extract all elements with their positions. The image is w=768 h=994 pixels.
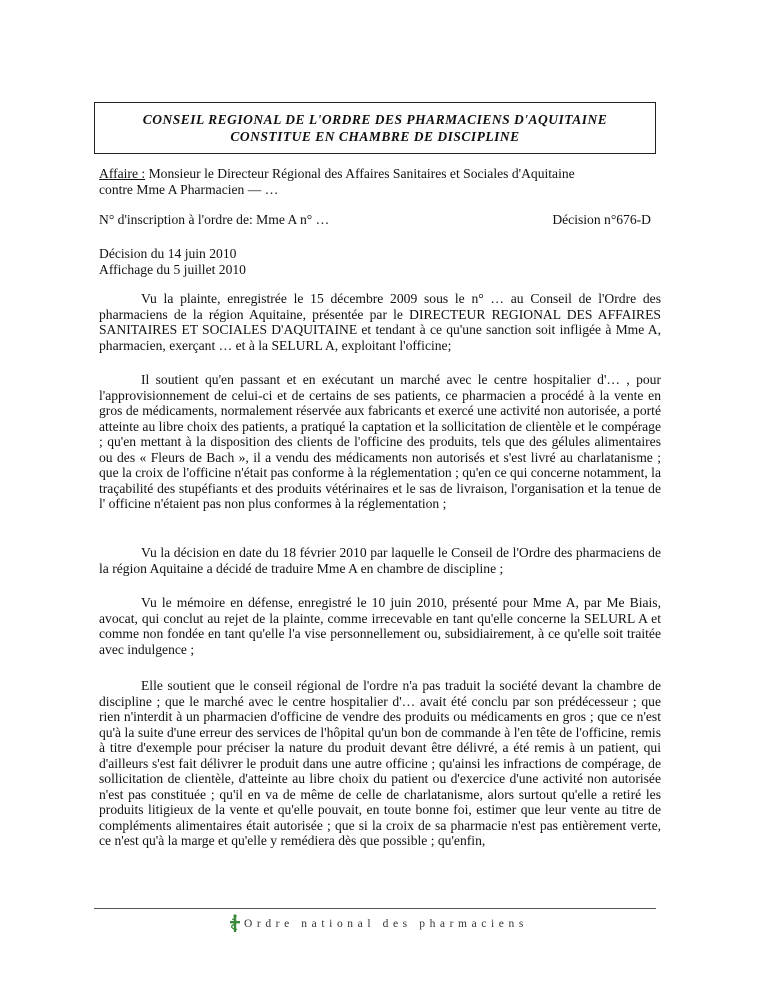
affaire-block <box>99 166 661 197</box>
footer-rule <box>94 908 656 909</box>
affichage-date: Affichage du 5 juillet 2010 <box>99 261 246 277</box>
paragraph-4: Vu le mémoire en défense, enregistré le 10 juin 2010, présenté pour Mme A, par Me Biais, avocat, qui conclut au rejet de la plainte, comme irrecevable en tant qu'elle concerne la SELURL A et comme non fondée en tant qu'elle l'a vise personnellement ou, subsidiairement, à ce qu'elle soit traitée avec indulgence ; <box>99 595 661 657</box>
paragraph-2: Il soutient qu'en passant et en exécutant un marché avec le centre hospitalier d'… , pour l'approvisionnement de celui-ci et de certains de ses patients, ce pharmacien a procédé à la vente en gros de médicaments, normalement réservée aux fabricants et exercé une activité non autorisée, a porté atteinte au libre choix des patients, a pratiqué la captation et la sollicitation de clientèle et le compérage ; qu'en mettant à la disposition des clients de l'officine des produits, tels que des gélules alimentaires ou des « Fleurs de Bach », il a vendu des médicaments non autorisés et s'est livré au charlatanisme ; que la croix de l'officine n'était pas conforme à la réglementation ; qu'en ce qui concerne notamment, la traçabilité des stupéfiants et des produits vétérinaires et le sas de livraison, l'organisation et la tenue de l' officine n'étaient pas non plus conformes à la réglementation ; <box>99 372 661 511</box>
decision-date: Décision du 14 juin 2010 <box>99 246 237 261</box>
paragraph-1: Vu la plainte, enregistrée le 15 décembre 2009 sous le n° … au Conseil de l'Ordre des pharmaciens de la région Aquitaine, présentée par le DIRECTEUR REGIONAL DES AFFAIRES SANITAIRES ET SOCIALES D'AQUITAINE et tendant à ce qu'une sanction soit infligée à Mme A, pharmacien, exerçant … et à la SELURL A, exploitant l'officine; <box>99 291 661 353</box>
header-box <box>94 102 656 154</box>
footer <box>228 914 528 934</box>
affaire-text-1: Monsieur le Directeur Régional des Affaires Sanitaires et Sociales d'Aquitaine <box>145 166 575 181</box>
decision-number: Décision n°676-D <box>552 212 651 227</box>
dates-block <box>99 246 661 277</box>
paragraph-3: Vu la décision en date du 18 février 2010 par laquelle le Conseil de l'Ordre des pharmaciens de la région Aquitaine a décidé de traduire Mme A en chambre de discipline ; <box>99 545 661 576</box>
affaire-text-2: contre Mme A Pharmacien — … <box>99 181 279 197</box>
affaire-label: Affaire : <box>99 166 146 181</box>
header-title-line-1: CONSEIL REGIONAL DE L'ORDRE DES PHARMACIENS D'AQUITAINE <box>142 112 608 127</box>
inscription-number: N° d'inscription à l'ordre de: Mme A n° … <box>99 212 330 227</box>
paragraph-5: Elle soutient que le conseil régional de l'ordre n'a pas traduit la société devant la chambre de discipline ; que le marché avec le centre hospitalier d'… avait été conclu par son prédécesseur ; que rien n'interdit à un pharmacien d'officine de vendre des produits ou médicaments en gros ; que ce n'est qu'à la suite d'une erreur des services de l'hôpital qu'un bon de commande à l'en tête de l'officine, remis à titre d'exemple pour préciser la nature du produit devant être délivré, a été remis à un patient, qui d'ailleurs s'est fait délivrer le produit dans une autre officine ; qu'ainsi les infractions de compérage, de sollicitation de clientèle, d'atteinte au libre choix du patient ou d'exercice d'une activité non autorisée n'est pas constituée ; qu'il en va de même de celle de charlatanisme, alors surtout qu'elle a retiré les produits litigieux de la vente et qu'elle pouvait, en toute bonne foi, estimer que leur vente au titre de compléments alimentaires était autorisée ; que si la croix de sa pharmacie n'est pas entièrement verte, ce n'est qu'à la marge et qu'elle y remédiera dès que possible ; qu'enfin, <box>99 678 661 848</box>
header-title-line-2: CONSTITUE EN CHAMBRE DE DISCIPLINE <box>230 129 520 144</box>
inscription-row <box>99 212 661 228</box>
caduceus-cross-icon <box>228 914 242 934</box>
footer-text: Ordre national des pharmaciens <box>244 918 528 930</box>
